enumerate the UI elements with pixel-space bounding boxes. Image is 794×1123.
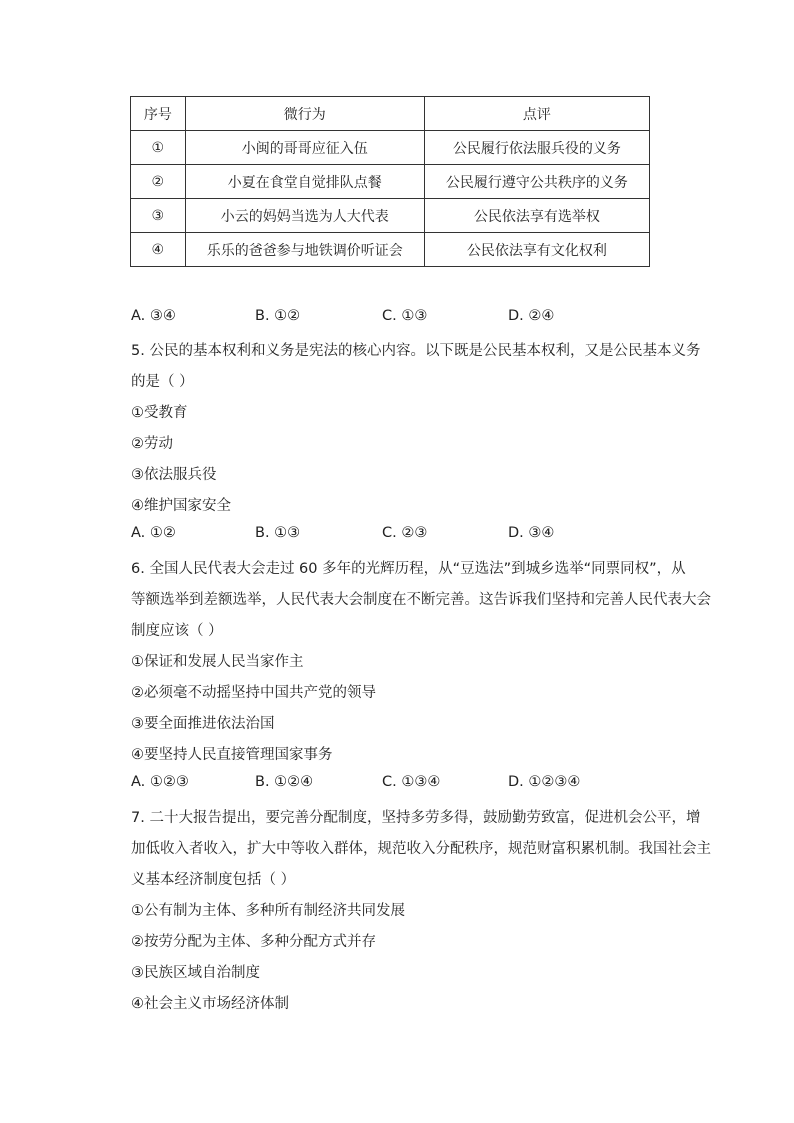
q7-stem-line: 义基本经济制度包括（ ） xyxy=(131,872,296,888)
table-row xyxy=(131,165,650,199)
q7-stem-line: 加低收入者收入，扩大中等收入群体，规范收入分配秩序，规范财富积累机制。我国社会主 xyxy=(131,841,711,857)
table-header-cell: 序号 xyxy=(131,97,186,131)
table-cell: 乐乐的爸爸参与地铁调价听证会 xyxy=(185,233,424,267)
option-b[interactable]: B. ①③ xyxy=(255,525,301,541)
q6-item: ①保证和发展人民当家作主 xyxy=(131,654,304,670)
table-cell: ④ xyxy=(131,233,186,267)
table-cell: ③ xyxy=(131,199,186,233)
table-cell: ② xyxy=(131,165,186,199)
table-cell: 公民依法享有文化权利 xyxy=(424,233,649,267)
q6-stem-line: 制度应该（ ） xyxy=(131,623,223,639)
option-a[interactable]: A. ①②③ xyxy=(131,774,189,790)
option-a[interactable]: A. ③④ xyxy=(131,308,176,324)
table-cell: ① xyxy=(131,131,186,165)
table-row xyxy=(131,199,650,233)
q6-stem-line: 6. 全国人民代表大会走过 60 多年的光辉历程，从“豆选法”到城乡选举“同票同权”，从 xyxy=(131,561,686,577)
q7-stem-line: 7. 二十大报告提出，要完善分配制度，坚持多劳多得，鼓励勤劳致富，促进机会公平，增 xyxy=(131,810,701,826)
option-b[interactable]: B. ①② xyxy=(255,308,301,324)
q5-stem-line: 5. 公民的基本权利和义务是宪法的核心内容。以下既是公民基本权利，又是公民基本义务 xyxy=(131,343,701,359)
option-d[interactable]: D. ②④ xyxy=(508,308,555,324)
option-b[interactable]: B. ①②④ xyxy=(255,774,314,790)
q5-item: ①受教育 xyxy=(131,405,188,421)
q7-item: ①公有制为主体、多种所有制经济共同发展 xyxy=(131,903,405,919)
q6-item: ③要全面推进依法治国 xyxy=(131,716,275,732)
q7-item: ③民族区域自治制度 xyxy=(131,965,260,981)
q6-options xyxy=(131,774,651,794)
table-row xyxy=(131,131,650,165)
option-c[interactable]: C. ①③④ xyxy=(382,774,441,790)
table-cell: 小云的妈妈当选为人大代表 xyxy=(185,199,424,233)
option-c[interactable]: C. ①③ xyxy=(382,308,428,324)
q5-item: ②劳动 xyxy=(131,436,173,452)
table-cell: 公民依法享有选举权 xyxy=(424,199,649,233)
option-d[interactable]: D. ③④ xyxy=(508,525,555,541)
option-c[interactable]: C. ②③ xyxy=(382,525,428,541)
table-header-cell: 点评 xyxy=(424,97,649,131)
q5-stem-line: 的是（ ） xyxy=(131,374,194,390)
q6-item: ④要坚持人民直接管理国家事务 xyxy=(131,747,333,763)
table-cell: 公民履行遵守公共秩序的义务 xyxy=(424,165,649,199)
q5-item: ③依法服兵役 xyxy=(131,467,217,483)
option-a[interactable]: A. ①② xyxy=(131,525,176,541)
table-header-row xyxy=(131,97,650,131)
q4-options xyxy=(131,308,651,328)
q5-item: ④维护国家安全 xyxy=(131,498,231,514)
table-cell: 小夏在食堂自觉排队点餐 xyxy=(185,165,424,199)
table-row xyxy=(131,233,650,267)
q7-item: ②按劳分配为主体、多种分配方式并存 xyxy=(131,934,376,950)
table-cell: 小闽的哥哥应征入伍 xyxy=(185,131,424,165)
q5-options xyxy=(131,525,651,545)
q7-item: ④社会主义市场经济体制 xyxy=(131,996,289,1012)
q6-stem-line: 等额选举到差额选举，人民代表大会制度在不断完善。这告诉我们坚持和完善人民代表大会 xyxy=(131,592,711,608)
option-d[interactable]: D. ①②③④ xyxy=(508,774,581,790)
behavior-table xyxy=(130,96,650,267)
table-cell: 公民履行依法服兵役的义务 xyxy=(424,131,649,165)
q6-item: ②必须毫不动摇坚持中国共产党的领导 xyxy=(131,685,376,701)
table-header-cell: 微行为 xyxy=(185,97,424,131)
